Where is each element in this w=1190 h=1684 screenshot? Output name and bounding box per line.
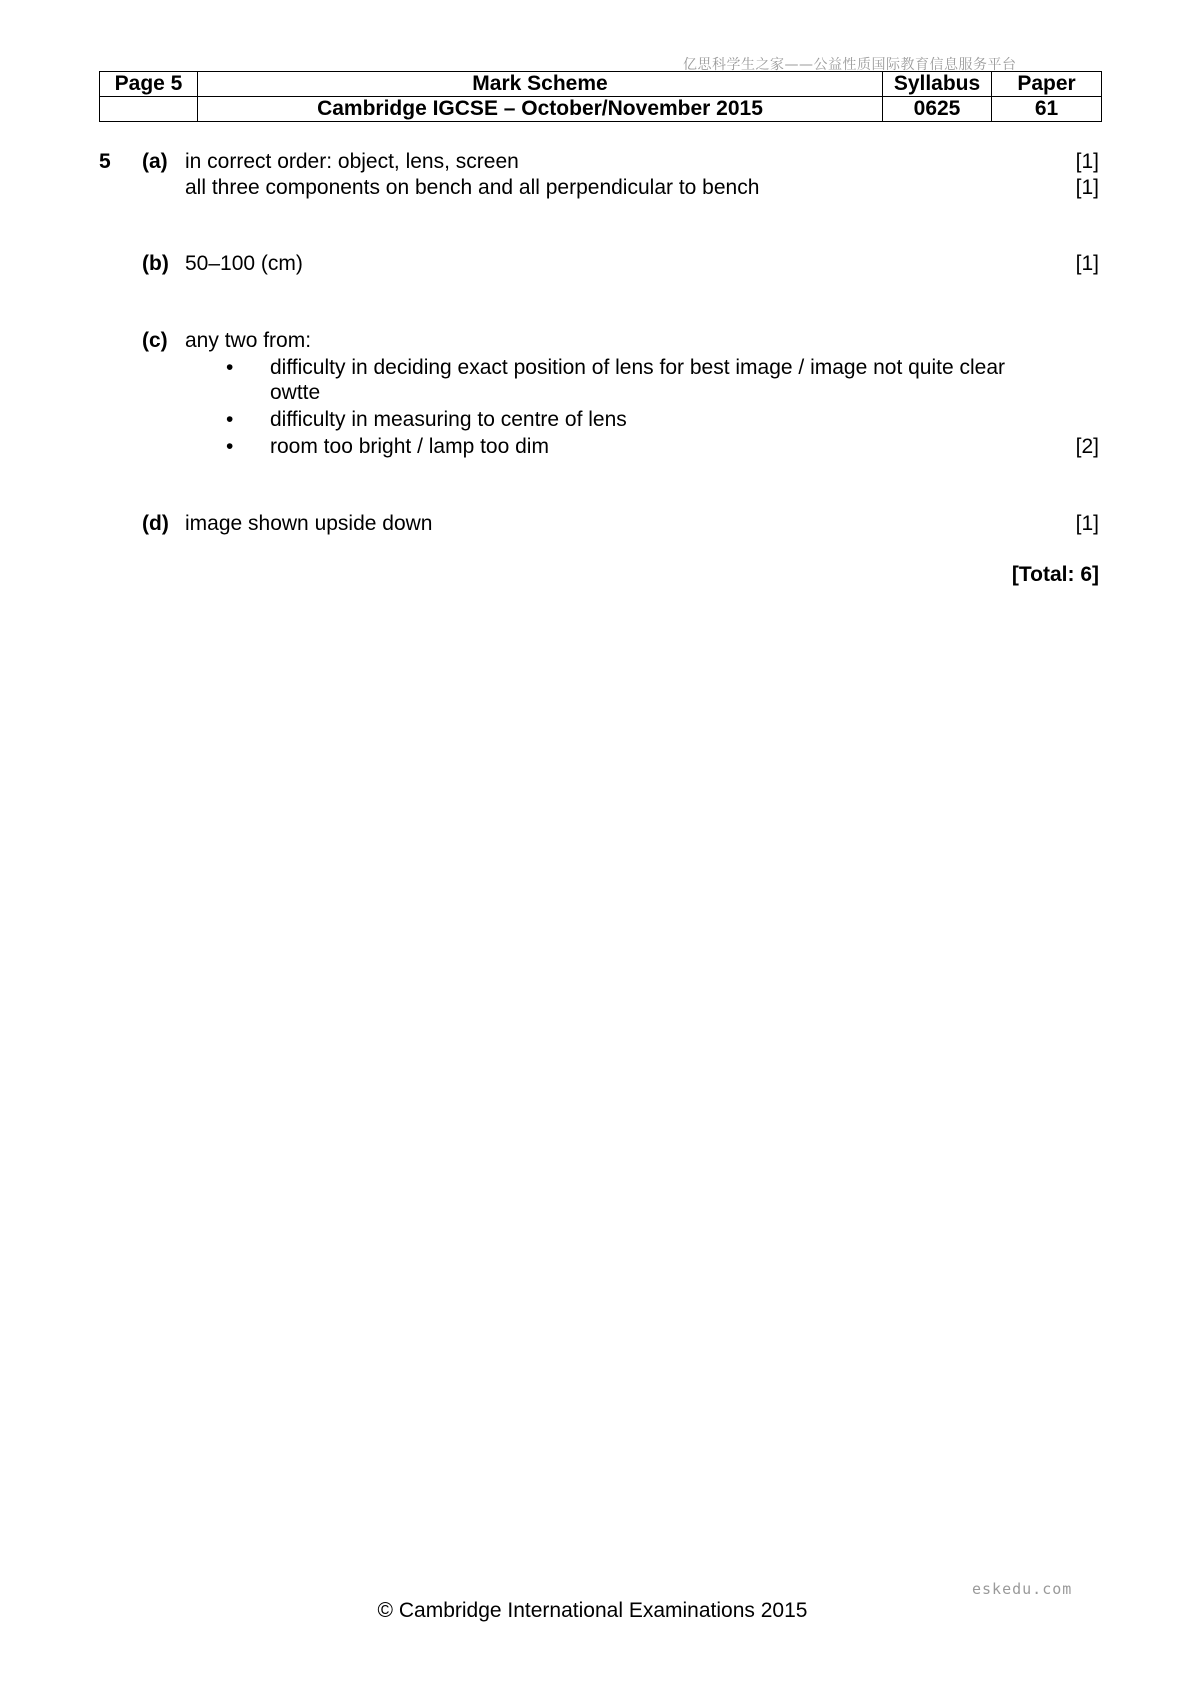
part-b-mark: [1] bbox=[1075, 252, 1099, 275]
document-title: Mark Scheme bbox=[198, 72, 883, 97]
part-c-bullet-3: room too bright / lamp too dim bbox=[270, 435, 549, 458]
header-row-2 bbox=[100, 97, 1102, 122]
total-marks: [Total: 6] bbox=[1011, 563, 1099, 586]
watermark-bottom: eskedu.com bbox=[972, 1580, 1073, 1598]
part-d-mark: [1] bbox=[1075, 512, 1099, 535]
paper-value: 61 bbox=[992, 97, 1102, 122]
syllabus-value: 0625 bbox=[883, 97, 992, 122]
paper-label: Paper bbox=[992, 72, 1102, 97]
part-a-line-1: in correct order: object, lens, screen bbox=[185, 150, 519, 173]
watermark-top: 亿思科学生之家——公益性质国际教育信息服务平台 bbox=[683, 57, 1017, 73]
part-a-mark-2: [1] bbox=[1075, 176, 1099, 199]
part-a-label: (a) bbox=[142, 150, 168, 173]
part-b-label: (b) bbox=[142, 252, 169, 275]
part-c-mark: [2] bbox=[1075, 435, 1099, 458]
part-c-bullet-2: difficulty in measuring to centre of lens bbox=[270, 408, 627, 431]
part-c-label: (c) bbox=[142, 329, 168, 352]
document-subtitle: Cambridge IGCSE – October/November 2015 bbox=[198, 97, 883, 122]
header-table bbox=[99, 71, 1102, 122]
question-number: 5 bbox=[99, 150, 111, 173]
part-a-line-2: all three components on bench and all perpendicular to bench bbox=[185, 176, 760, 199]
empty-cell bbox=[100, 97, 198, 122]
part-b-text: 50–100 (cm) bbox=[185, 252, 303, 275]
page-number: Page 5 bbox=[100, 72, 198, 97]
footer bbox=[0, 1599, 1190, 1623]
part-c-intro: any two from: bbox=[185, 329, 312, 352]
part-a-mark-1: [1] bbox=[1075, 150, 1099, 173]
header-row-1 bbox=[100, 72, 1102, 97]
copyright-notice: © Cambridge International Examinations 2015 bbox=[377, 1599, 808, 1622]
bullet-icon: • bbox=[226, 435, 234, 458]
part-d-text: image shown upside down bbox=[185, 512, 433, 535]
part-c-bullet-1-cont: owtte bbox=[270, 381, 321, 404]
part-d-label: (d) bbox=[142, 512, 169, 535]
bullet-icon: • bbox=[226, 408, 234, 431]
part-c-bullet-1: difficulty in deciding exact position of lens for best image / image not quite clear bbox=[270, 356, 1006, 379]
bullet-icon: • bbox=[226, 356, 234, 379]
syllabus-label: Syllabus bbox=[883, 72, 992, 97]
